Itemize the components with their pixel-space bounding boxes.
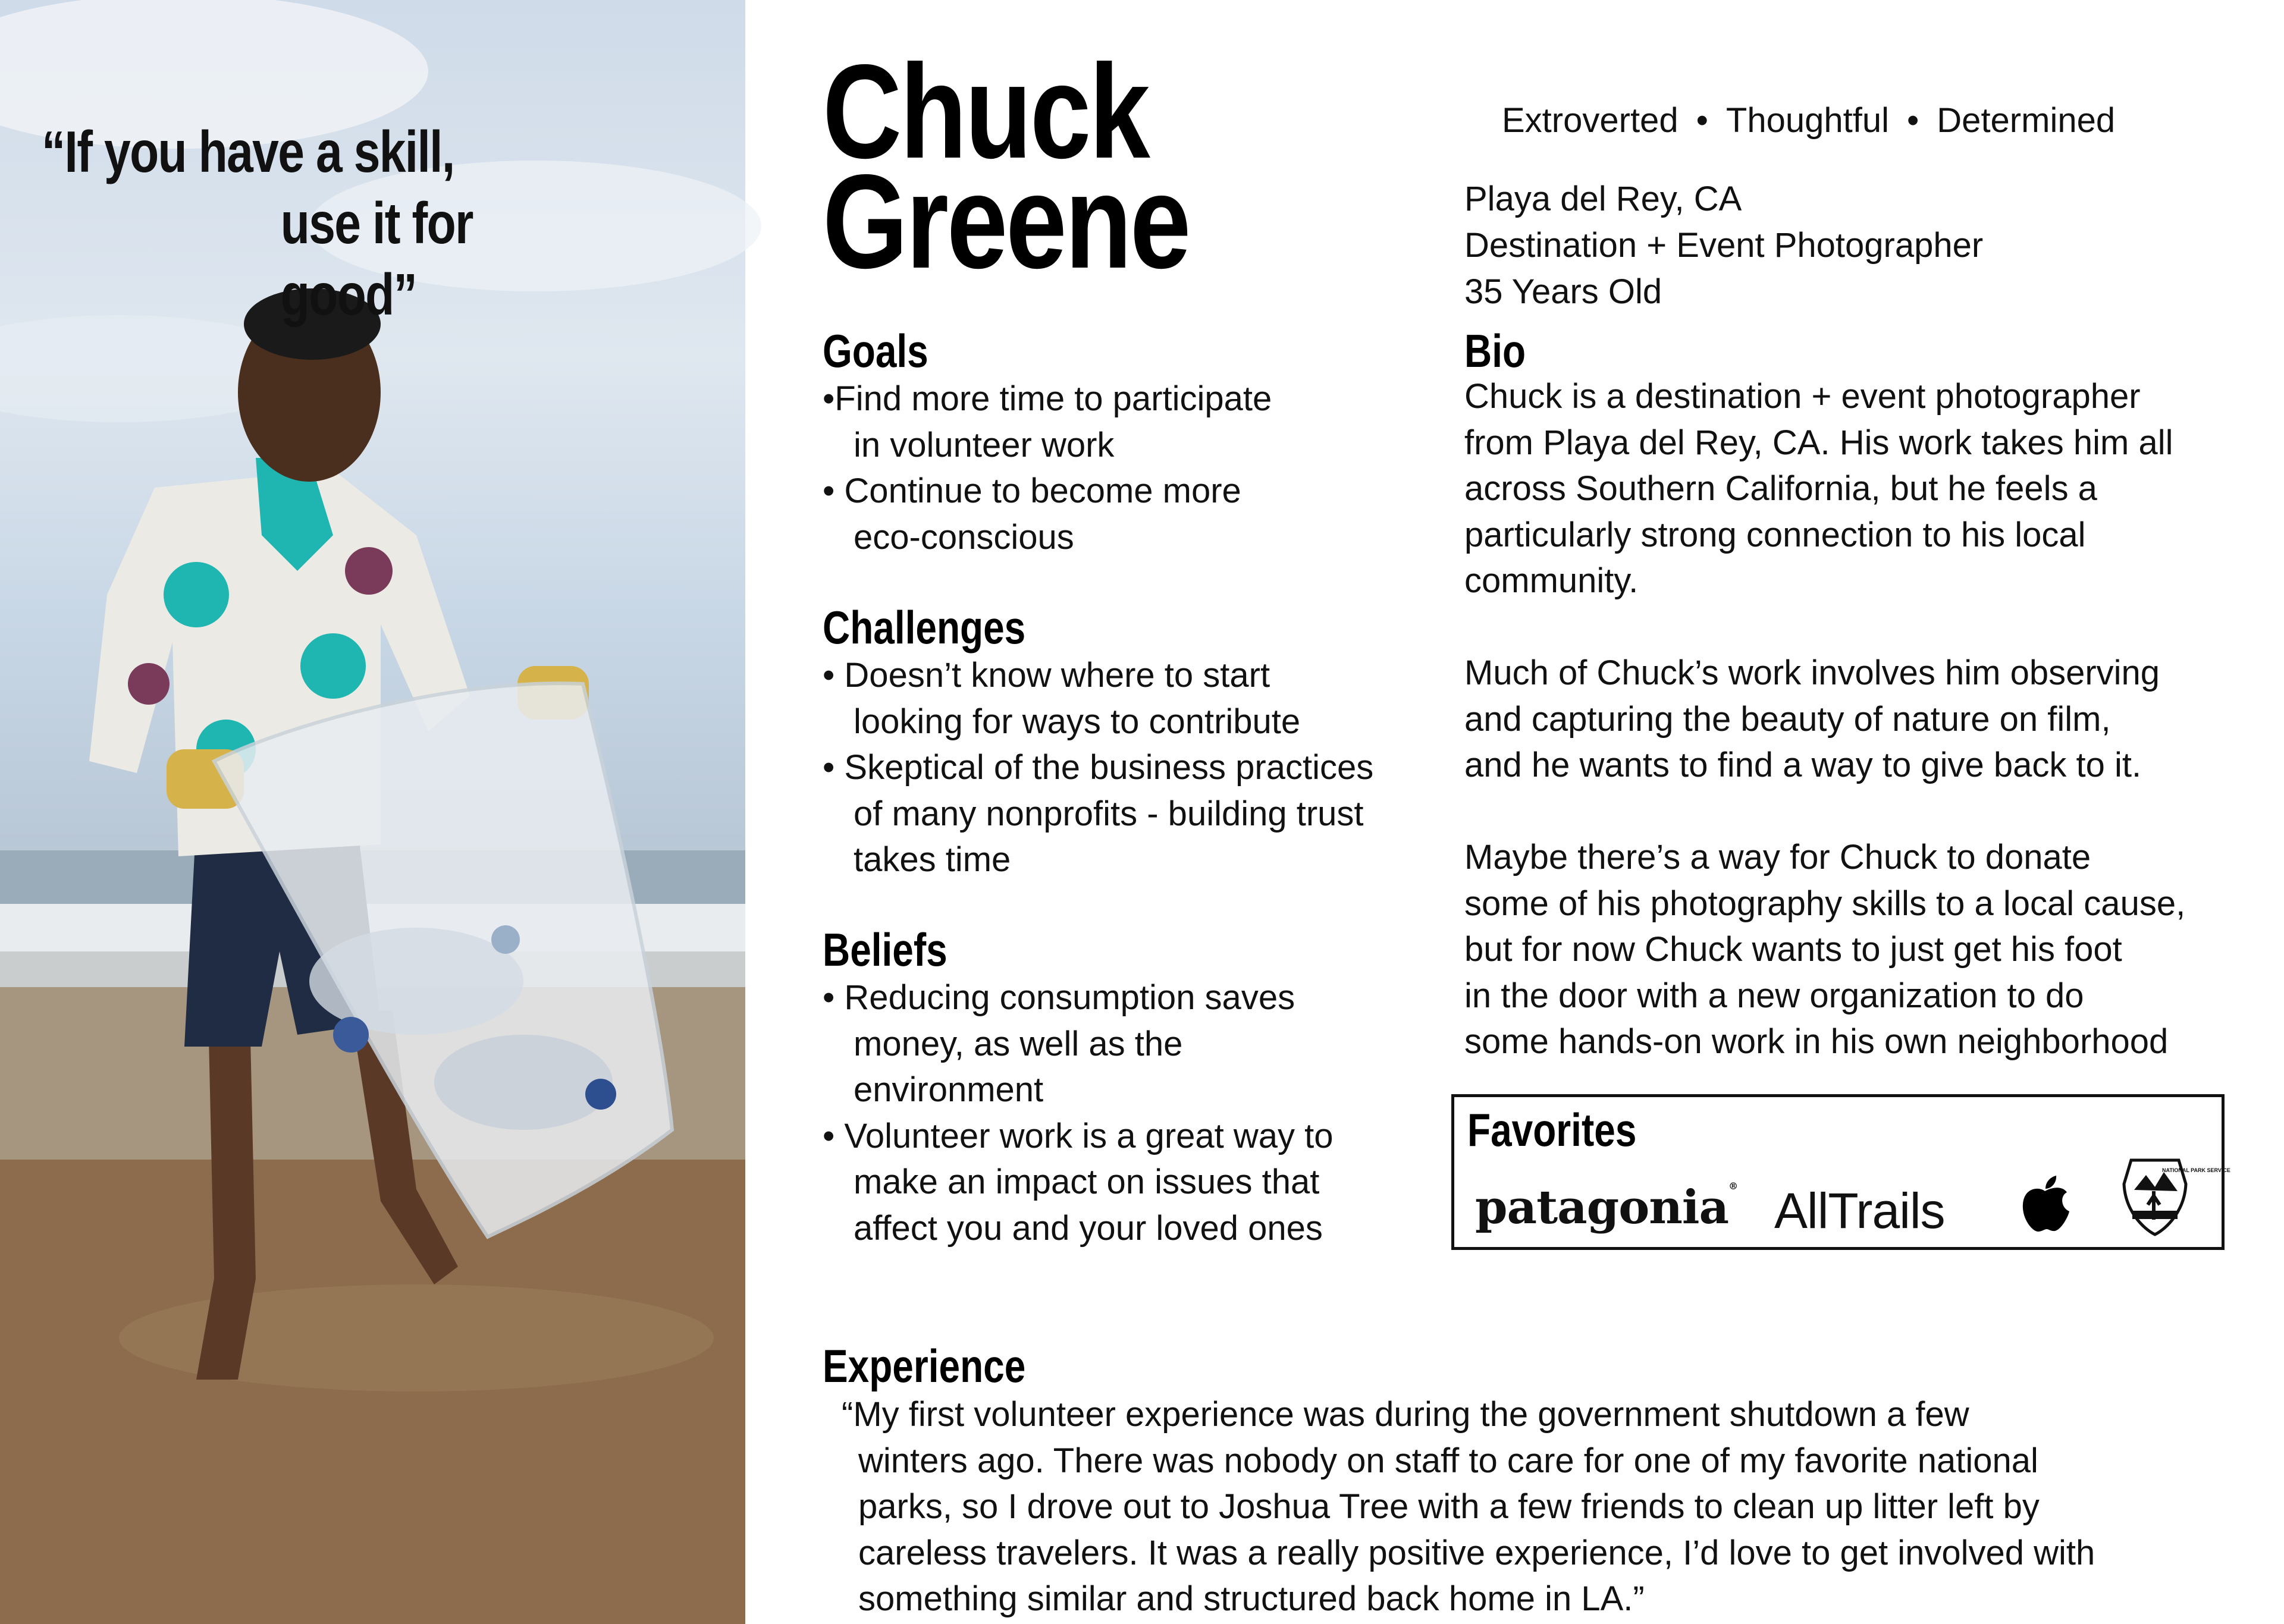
experience-line: something similar and structured back home in LA.” bbox=[858, 1579, 1645, 1618]
location: Playa del Rey, CA bbox=[1464, 180, 1742, 218]
alltrails-logo: AllTrails bbox=[1774, 1183, 1945, 1239]
first-name: Chuck bbox=[823, 36, 1149, 186]
occupation: Destination + Event Photographer bbox=[1464, 226, 1984, 265]
trait: Extroverted bbox=[1502, 101, 1679, 140]
favorites-heading: Favorites bbox=[1467, 1104, 1637, 1156]
bio-paragraph: Much of Chuck’s work involves him observing and capturing the beauty of nature on film, and he wants to find a way to give back to it. bbox=[1464, 654, 2160, 784]
experience-text bbox=[842, 1391, 2095, 1622]
national-park-service-logo-icon bbox=[2119, 1154, 2230, 1240]
bio-paragraph: Maybe there’s a way for Chuck to donate some of his photography skills to a local cause, but for now Chuck wants to just get his foot in the door with a new organization to do some hands-on work in his own neighborhood bbox=[1464, 838, 2186, 1061]
last-name: Greene bbox=[823, 146, 1190, 296]
list-item: eco-conscious bbox=[854, 517, 1074, 557]
beliefs-list bbox=[823, 975, 1334, 1251]
bio-heading: Bio bbox=[1464, 325, 1526, 377]
list-item: make an impact on issues that bbox=[854, 1163, 1320, 1201]
persona-traits bbox=[1502, 100, 2115, 142]
favorites-box bbox=[1451, 1094, 2230, 1250]
beliefs-heading: Beliefs bbox=[823, 923, 948, 976]
list-item: •Find more time to participate bbox=[823, 379, 1272, 418]
list-item: affect you and your loved ones bbox=[854, 1208, 1323, 1248]
list-item: • Reducing consumption saves bbox=[823, 978, 1295, 1017]
list-item: takes time bbox=[854, 840, 1011, 879]
trait: Determined bbox=[1937, 101, 2116, 140]
bullet-icon: • bbox=[1906, 101, 1919, 140]
challenges-heading: Challenges bbox=[823, 601, 1026, 654]
trait: Thoughtful bbox=[1725, 101, 1889, 140]
apple-logo-icon bbox=[2018, 1174, 2072, 1237]
list-item: in volunteer work bbox=[854, 425, 1115, 464]
experience-line: careless travelers. It was a really positive experience, I’d love to get involved with bbox=[858, 1533, 2095, 1572]
challenges-list bbox=[823, 652, 1373, 883]
persona-name bbox=[823, 36, 1269, 296]
experience-line: “My first volunteer experience was during the government shutdown a few bbox=[842, 1395, 1969, 1434]
bio-text bbox=[1464, 373, 2279, 1111]
list-item: • Skeptical of the business practices bbox=[823, 748, 1374, 787]
list-item: money, as well as the bbox=[854, 1024, 1183, 1063]
experience-line: parks, so I drove out to Joshua Tree with a few friends to clean up litter left by bbox=[858, 1487, 2040, 1526]
list-item: of many nonprofits - building trust bbox=[854, 794, 1364, 833]
list-item: • Volunteer work is a great way to bbox=[823, 1116, 1334, 1155]
quote-line-1: “If you have a skill, bbox=[42, 119, 454, 184]
bio-paragraph: Chuck is a destination + event photographer from Playa del Rey, CA. His work takes him all across Southern California, but he feels a particularly strong connection to his local community. bbox=[1464, 377, 2173, 600]
persona-quote bbox=[42, 116, 593, 330]
patagonia-logo: patagonia® bbox=[1475, 1180, 1738, 1235]
experience-line: winters ago. There was nobody on staff to care for one of my favorite national bbox=[858, 1441, 2038, 1480]
age: 35 Years Old bbox=[1464, 272, 1662, 311]
goals-list bbox=[823, 376, 1272, 560]
list-item: looking for ways to contribute bbox=[854, 702, 1301, 741]
goals-heading: Goals bbox=[823, 325, 928, 377]
quote-line-2: use it for good” bbox=[280, 190, 473, 327]
list-item: • Continue to become more bbox=[823, 472, 1241, 510]
hero-photo bbox=[0, 0, 745, 1624]
nps-text: NATIONAL PARK SERVICE bbox=[2162, 1167, 2230, 1173]
persona-meta bbox=[1464, 176, 1983, 315]
list-item: environment bbox=[854, 1070, 1044, 1109]
list-item: • Doesn’t know where to start bbox=[823, 656, 1270, 695]
experience-heading: Experience bbox=[823, 1340, 1026, 1392]
bullet-icon: • bbox=[1696, 101, 1708, 140]
